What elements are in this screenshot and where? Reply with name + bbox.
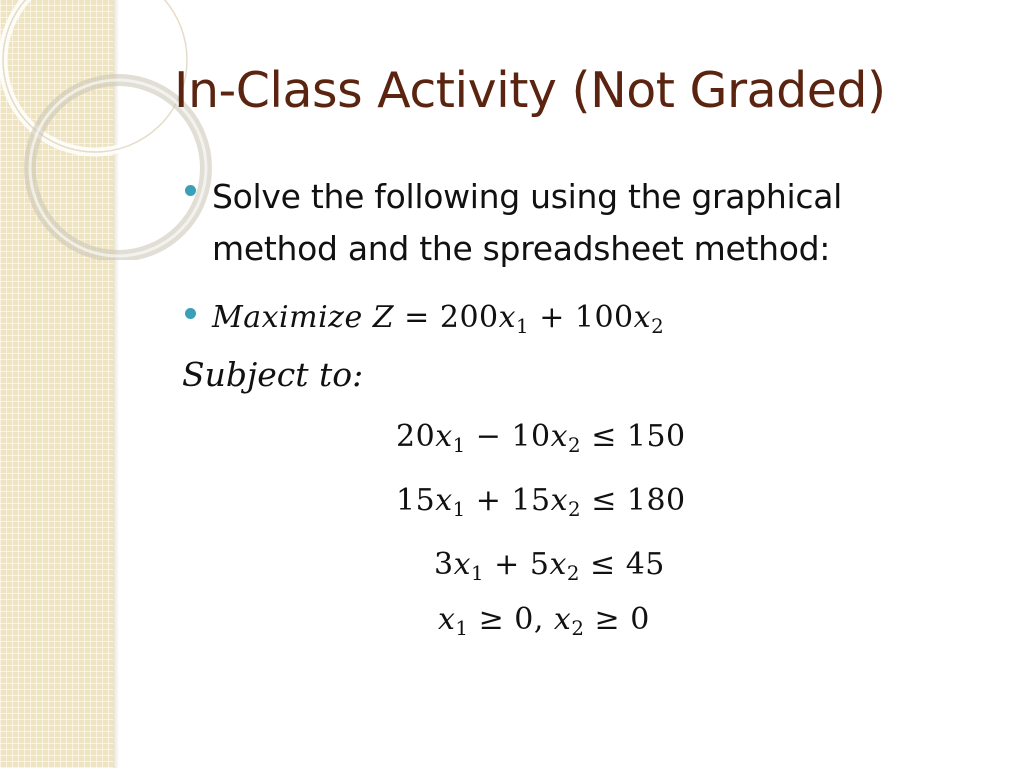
bullet-dot-icon — [185, 308, 196, 319]
subject-to-label: Subject to: — [182, 355, 364, 394]
slide-title: In-Class Activity (Not Graded) — [174, 62, 886, 119]
objective-coef-2: 100 — [574, 300, 634, 335]
objective-function: Maximize $Z = 200x_1 + 100x_2$ — [212, 300, 665, 338]
constraint-1: $20x_1 - 10x_2 \le 150$ — [396, 419, 686, 457]
objective-equals: = — [404, 300, 430, 335]
nonnegativity-constraint: $x_1 \ge 0$, $x_2 \ge 0$ — [438, 602, 650, 640]
bullet-dot-icon — [185, 185, 196, 196]
objective-coef-1: 200 — [439, 300, 499, 335]
side-band-shadow — [113, 0, 119, 768]
decorative-side-band — [0, 0, 113, 768]
bullet-text: Solve the following using the graphical method and the spreadsheet method: — [212, 177, 842, 268]
bullet-item-objective — [185, 292, 664, 344]
constraint-2: $15x_1 + 15x_2 \le 180$ — [396, 483, 686, 521]
objective-label: Maximize — [212, 300, 363, 335]
bullet-item-instructions — [185, 171, 932, 275]
constraint-3: $3x_1 + 5x_2 \le 45$ — [434, 547, 665, 585]
objective-variable: Z — [372, 300, 395, 335]
